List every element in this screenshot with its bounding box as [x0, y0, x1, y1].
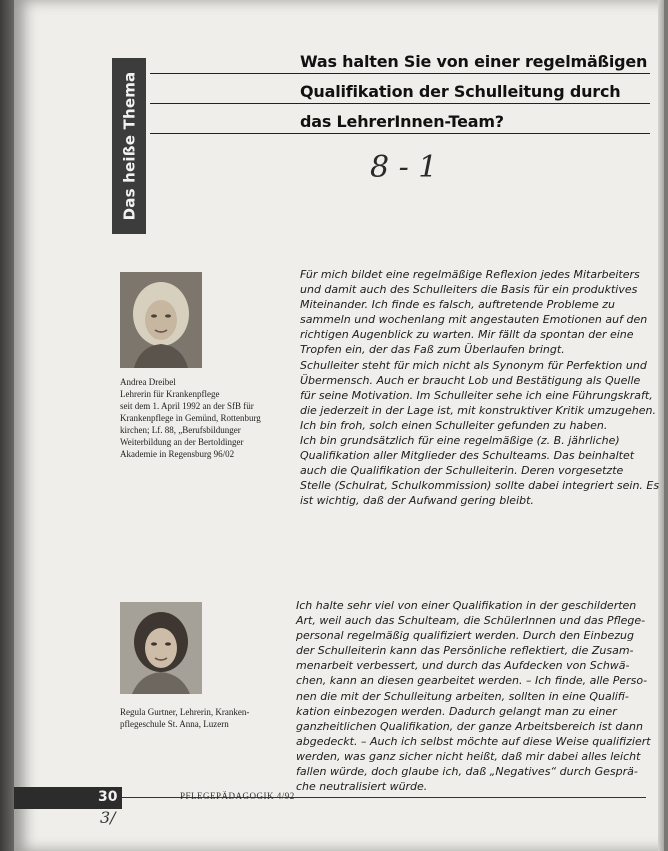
text-line: abgedeckt. – Auch ich selbst möchte auf diese Weise qualifiziert: [296, 734, 651, 748]
portrait-photo-1: [120, 272, 202, 368]
text-line: die jederzeit in der Lage ist, mit konstruktiver Kritik umzugehen.: [300, 403, 656, 417]
text-line: werden, was ganz sicher nicht heißt, daß mir dabei alles leicht: [296, 749, 641, 763]
headline-rule: [150, 133, 650, 134]
caption-line: Lehrerin für Krankenpflege: [120, 389, 220, 399]
text-line: Ich bin grundsätzlich für eine regelmäßige (z. B. jährliche): [300, 434, 620, 448]
text-line: Ich bin froh, solch einen Schulleiter gefunden zu haben.: [300, 418, 608, 432]
text-line: kation einbezogen werden. Dadurch gelangt man zu einer: [296, 704, 617, 718]
headline-rule: [150, 73, 650, 74]
text-line: Schulleiter steht für mich nicht als Synonym für Perfektion und: [300, 358, 647, 372]
caption-line: kirchen; Lf. 88, „Berufsbildunger: [120, 425, 241, 435]
text-line: richtigen Augenblick zu warten. Mir fällt da spontan der eine: [300, 328, 634, 342]
statement-2: [296, 598, 651, 794]
handwritten-note: 8 - 1: [370, 150, 438, 185]
text-line: ganzheitlichen Qualifikation, der ganze Arbeitsbereich ist dann: [296, 719, 643, 733]
text-line: chen, kann an diesen gearbeitet werden. – Ich finde, alle Perso-: [296, 674, 648, 688]
text-line: der Schulleiterin kann das Persönliche reflektiert, die Zusam-: [296, 644, 634, 658]
text-line: Qualifikation aller Mitglieder des Schulteams. Das beinhaltet: [300, 449, 635, 463]
page-number: 30: [98, 789, 118, 805]
handwritten-page-mark: 3/: [100, 808, 116, 827]
text-line: für seine Motivation. Im Schulleiter sehe ich eine Führungskraft,: [300, 388, 653, 402]
headline-line-1: Was halten Sie von einer regelmäßigen: [300, 52, 648, 71]
text-line: nen die mit der Schulleitung arbeiten, sollten in eine Qualifi-: [296, 689, 629, 703]
text-line: Übermensch. Auch er braucht Lob und Bestätigung als Quelle: [300, 373, 641, 387]
text-line: Für mich bildet eine regelmäßige Reflexion jedes Mitarbeiters: [300, 268, 640, 281]
journal-name: PFLEGEPÄDAGOGIK 4/92: [180, 791, 295, 801]
headline-line-2: Qualifikation der Schulleitung durch: [300, 82, 621, 101]
caption-line: seit dem 1. April 1992 an der SfB für: [120, 401, 254, 411]
headline-rule: [150, 103, 650, 104]
caption-line: Weiterbildung an der Bertoldinger: [120, 437, 244, 447]
text-line: Tropfen ein, der das Faß zum Überlaufen bringt.: [300, 343, 565, 357]
caption-line: Krankenpflege in Gemünd, Rottenburg: [120, 413, 261, 423]
text-line: fallen würde, doch glaube ich, daß „Negatives“ durch Gesprä-: [296, 765, 638, 779]
caption-line: Akademie in Regensburg 96/02: [120, 449, 235, 459]
book-spine: [0, 0, 14, 851]
caption-line: Andrea Dreibel: [120, 377, 176, 387]
text-line: menarbeit verbessert, und durch das Aufdecken von Schwä-: [296, 659, 630, 673]
section-label-text: Das heiße Thema: [120, 71, 138, 221]
caption-2: [120, 706, 249, 730]
caption-1: [120, 376, 261, 460]
headline-line-3: das LehrerInnen-Team?: [300, 112, 504, 131]
statement-1: [300, 267, 659, 509]
text-line: Ich halte sehr viel von einer Qualifikation in der geschilderten: [296, 599, 637, 612]
caption-line: pflegeschule St. Anna, Luzern: [120, 719, 229, 729]
text-line: auch die Qualifikation der Schulleiterin. Deren vorgesetzte: [300, 464, 624, 478]
text-line: che neutralisiert würde.: [296, 780, 428, 794]
text-line: personal regelmäßig qualifiziert werden. Durch den Einbezug: [296, 629, 635, 643]
text-line: sammeln und wochenlang mit angestauten Emotionen auf den: [300, 313, 648, 327]
text-line: ist wichtig, daß der Aufwand gering bleibt.: [300, 494, 534, 508]
text-line: Art, weil auch das Schulteam, die SchülerInnen und das Pflege-: [296, 614, 646, 628]
caption-line: Regula Gurtner, Lehrerin, Kranken-: [120, 707, 250, 717]
section-label: [112, 58, 146, 234]
portrait-photo-2: [120, 602, 202, 694]
text-line: Miteinander. Ich finde es falsch, auftretende Probleme zu: [300, 298, 616, 312]
text-line: Stelle (Schulrat, Schulkommission) sollte dabei integriert sein. Es: [300, 479, 660, 493]
text-line: und damit auch des Schulleiters die Basis für ein produktives: [300, 283, 638, 297]
